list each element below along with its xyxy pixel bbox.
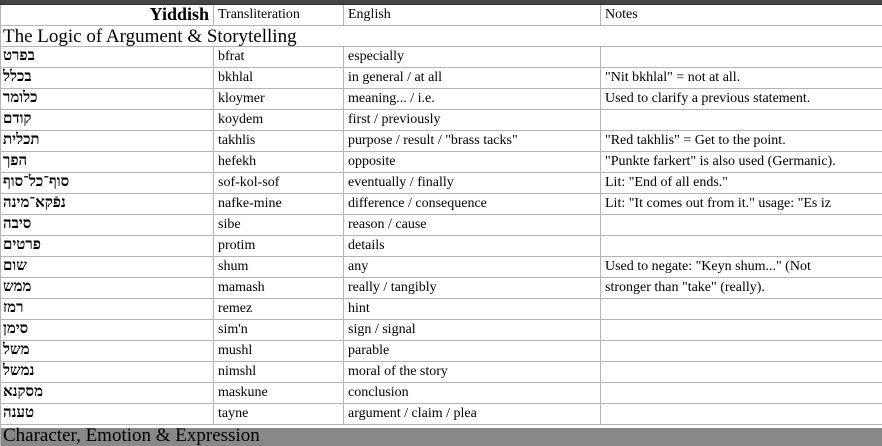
english-cell[interactable]: any — [344, 257, 601, 277]
yiddish-cell[interactable]: פרטים — [1, 236, 214, 256]
notes-cell[interactable] — [601, 404, 882, 424]
table-row — [1, 68, 882, 89]
notes-cell[interactable] — [601, 341, 882, 361]
transliteration-cell[interactable]: tayne — [214, 404, 344, 424]
yiddish-cell[interactable]: רמז — [1, 299, 214, 319]
yiddish-cell[interactable]: משל — [1, 341, 214, 361]
transliteration-cell[interactable]: sim'n — [214, 320, 344, 340]
transliteration-cell[interactable]: hefekh — [214, 152, 344, 172]
transliteration-cell[interactable]: mushl — [214, 341, 344, 361]
yiddish-cell[interactable]: סימן — [1, 320, 214, 340]
notes-cell[interactable]: Used to clarify a previous statement. — [605, 91, 811, 106]
table-row — [1, 110, 882, 131]
transliteration-cell[interactable]: nafke-mine — [214, 194, 344, 214]
notes-cell[interactable] — [601, 299, 882, 319]
transliteration-cell[interactable]: koydem — [214, 110, 344, 130]
english-cell[interactable]: especially — [344, 47, 601, 67]
column-header-notes[interactable]: Notes — [605, 7, 638, 22]
transliteration-cell[interactable]: bfrat — [214, 47, 344, 67]
yiddish-cell[interactable]: סוף־כל־סוף — [1, 173, 214, 193]
notes-cell[interactable] — [601, 383, 882, 403]
section-title[interactable]: The Logic of Argument & Storytelling — [3, 26, 297, 47]
english-cell[interactable]: difference / consequence — [344, 194, 601, 214]
table-row — [1, 236, 882, 257]
english-cell[interactable]: moral of the story — [344, 362, 601, 382]
table-row — [1, 194, 882, 215]
next-section-header-row — [1, 425, 882, 446]
vocabulary-table — [0, 5, 882, 446]
table-row — [1, 362, 882, 383]
english-cell[interactable]: details — [344, 236, 601, 256]
column-header-transliteration[interactable]: Transliteration — [214, 5, 344, 25]
yiddish-cell[interactable]: הפך — [1, 152, 214, 172]
table-row — [1, 89, 882, 110]
transliteration-cell[interactable]: shum — [214, 257, 344, 277]
notes-cell[interactable] — [601, 320, 882, 340]
yiddish-cell[interactable]: בכלל — [1, 68, 214, 88]
table-row — [1, 341, 882, 362]
english-cell[interactable]: eventually / finally — [344, 173, 601, 193]
notes-cell[interactable]: stronger than "take" (really). — [605, 280, 765, 295]
transliteration-cell[interactable]: sibe — [214, 215, 344, 235]
english-cell[interactable]: meaning... / i.e. — [344, 89, 601, 109]
table-row — [1, 173, 882, 194]
english-cell[interactable]: reason / cause — [344, 215, 601, 235]
transliteration-cell[interactable]: kloymer — [214, 89, 344, 109]
yiddish-cell[interactable]: נפֿקא־מינה — [1, 194, 214, 214]
english-cell[interactable]: really / tangibly — [344, 278, 601, 298]
english-cell[interactable]: argument / claim / plea — [344, 404, 601, 424]
transliteration-cell[interactable]: remez — [214, 299, 344, 319]
table-row — [1, 278, 882, 299]
yiddish-cell[interactable]: כלומר — [1, 89, 214, 109]
yiddish-cell[interactable]: ממש — [1, 278, 214, 298]
table-row — [1, 215, 882, 236]
notes-cell[interactable] — [601, 47, 882, 67]
table-row — [1, 152, 882, 173]
english-cell[interactable]: hint — [344, 299, 601, 319]
notes-cell[interactable]: "Punkte farkert" is also used (Germanic). — [605, 154, 836, 169]
notes-cell[interactable] — [601, 110, 882, 130]
notes-cell[interactable] — [601, 362, 882, 382]
transliteration-cell[interactable]: bkhlal — [214, 68, 344, 88]
english-cell[interactable]: first / previously — [344, 110, 601, 130]
english-cell[interactable]: conclusion — [344, 383, 601, 403]
notes-cell[interactable]: Used to negate: "Keyn shum..." (Not — [605, 259, 811, 274]
table-row — [1, 131, 882, 152]
section-header-row — [1, 26, 882, 47]
notes-cell[interactable]: Lit: "It comes out from it." usage: "Es iz — [605, 196, 831, 211]
english-cell[interactable]: parable — [344, 341, 601, 361]
english-cell[interactable]: sign / signal — [344, 320, 601, 340]
yiddish-cell[interactable]: שום — [1, 257, 214, 277]
notes-cell[interactable] — [601, 215, 882, 235]
yiddish-cell[interactable]: קודם — [1, 110, 214, 130]
yiddish-cell[interactable]: תכלית — [1, 131, 214, 151]
notes-cell[interactable] — [601, 236, 882, 256]
column-header-english[interactable]: English — [344, 5, 601, 25]
english-cell[interactable]: opposite — [344, 152, 601, 172]
yiddish-cell[interactable]: מסקנא — [1, 383, 214, 403]
transliteration-cell[interactable]: nimshl — [214, 362, 344, 382]
notes-cell[interactable]: Lit: "End of all ends." — [605, 175, 729, 190]
table-row — [1, 299, 882, 320]
transliteration-cell[interactable]: takhlis — [214, 131, 344, 151]
table-row — [1, 383, 882, 404]
table-header-row — [1, 5, 882, 26]
transliteration-cell[interactable]: sof-kol-sof — [214, 173, 344, 193]
yiddish-cell[interactable]: נמשל — [1, 362, 214, 382]
notes-cell[interactable]: "Red takhlis" = Get to the point. — [605, 133, 786, 148]
yiddish-cell[interactable]: סיבה — [1, 215, 214, 235]
notes-cell[interactable]: "Nit bkhlal" = not at all. — [605, 70, 741, 85]
english-cell[interactable]: in general / at all — [344, 68, 601, 88]
column-header-yiddish[interactable]: Yiddish — [1, 5, 214, 25]
table-row — [1, 404, 882, 425]
transliteration-cell[interactable]: maskune — [214, 383, 344, 403]
table-row — [1, 47, 882, 68]
transliteration-cell[interactable]: protim — [214, 236, 344, 256]
english-cell[interactable]: purpose / result / "brass tacks" — [344, 131, 601, 151]
yiddish-cell[interactable]: בפרט — [1, 47, 214, 67]
table-row — [1, 320, 882, 341]
yiddish-cell[interactable]: טענה — [1, 404, 214, 424]
table-row — [1, 257, 882, 278]
next-section-title[interactable]: Character, Emotion & Expression — [3, 425, 260, 446]
transliteration-cell[interactable]: mamash — [214, 278, 344, 298]
